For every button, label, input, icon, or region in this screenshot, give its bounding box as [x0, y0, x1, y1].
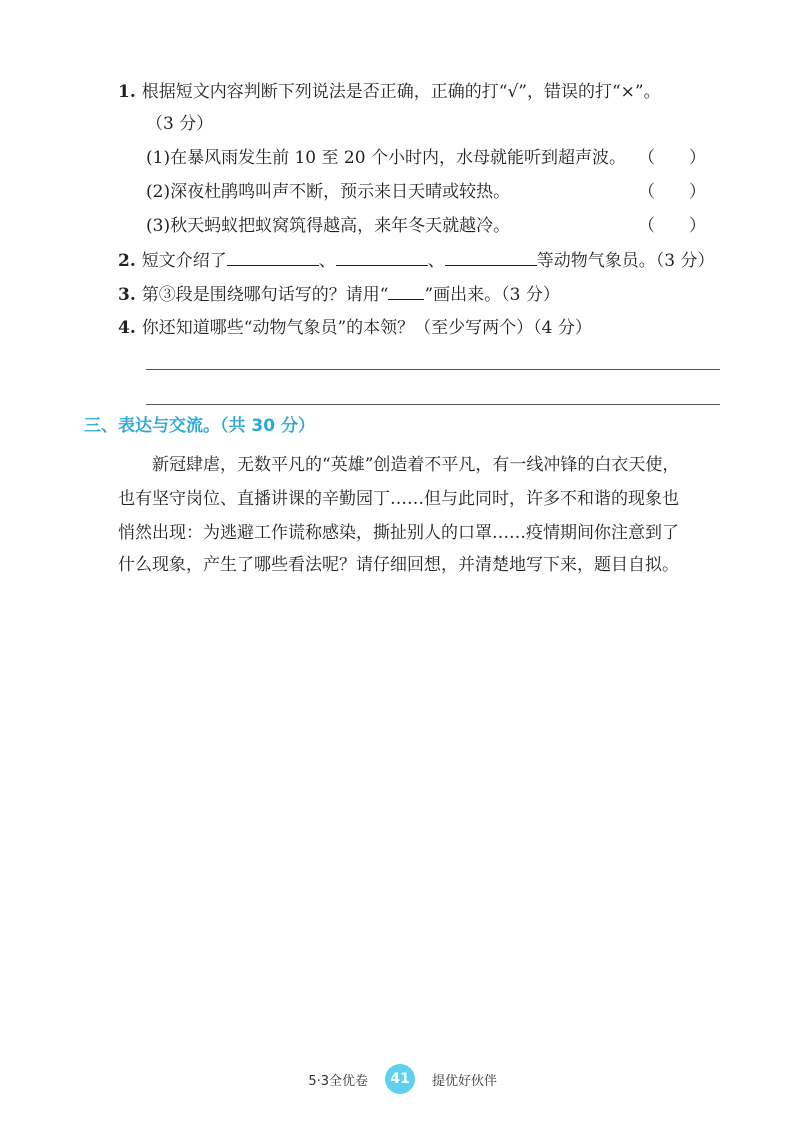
page-number-badge: 41: [385, 1064, 415, 1094]
question-text: 等动物气象员。（3 分）: [536, 251, 715, 271]
page-footer: [0, 1064, 800, 1094]
answer-blank[interactable]: [445, 247, 537, 266]
question-number: 3.: [118, 285, 136, 305]
prompt-paragraph-line: 也有坚守岗位、直播讲课的辛勤园丁……但与此同时，许多不和谐的现象也: [118, 489, 679, 509]
question-4: [118, 315, 592, 341]
question-number: 4.: [118, 318, 136, 338]
answer-line[interactable]: [146, 404, 720, 405]
question-text: 短文介绍了: [141, 251, 227, 271]
prompt-paragraph-line: 悄然出现：为逃避工作谎称感染，撕扯别人的口罩……疫情期间你注意到了: [118, 523, 679, 543]
judgement-item-3: (3)秋天蚂蚁把蚁窝筑得越高，来年冬天就越冷。: [146, 216, 511, 236]
underline-mark: [388, 281, 424, 300]
section-heading: 三、表达与交流。（共 30 分）: [84, 416, 315, 436]
answer-parentheses[interactable]: （ ）: [638, 148, 706, 168]
footer-slogan: 提优好伙伴: [432, 1074, 498, 1089]
judgement-item-1: (1)在暴风雨发生前 10 至 20 个小时内，水母就能听到超声波。: [146, 148, 626, 168]
question-text: 第③段是围绕哪句话写的？请用“: [141, 285, 389, 305]
separator: 、: [427, 251, 445, 271]
question-text: 根据短文内容判断下列说法是否正确，正确的打“√”，错误的打“×”。: [141, 82, 661, 102]
question-number: 1.: [118, 82, 136, 102]
answer-blank[interactable]: [227, 247, 319, 266]
judgement-item-2: (2)深夜杜鹃鸣叫声不断，预示来日天晴或较热。: [146, 182, 511, 202]
question-1: [118, 79, 661, 105]
footer-brand: 5·3全优卷: [308, 1074, 368, 1089]
prompt-paragraph-line: 什么现象，产生了哪些看法呢？请仔细回想，并清楚地写下来，题目自拟。: [118, 555, 679, 575]
answer-parentheses[interactable]: （ ）: [638, 216, 706, 236]
question-2: [118, 247, 714, 274]
answer-parentheses[interactable]: （ ）: [638, 182, 706, 202]
question-text: 你还知道哪些“动物气象员”的本领？（至少写两个）（4 分）: [141, 318, 592, 338]
question-number: 2.: [118, 251, 136, 271]
prompt-paragraph-line: 新冠肆虐，无数平凡的“英雄”创造着不平凡，有一线冲锋的白衣天使，: [152, 455, 680, 475]
separator: 、: [318, 251, 336, 271]
question-1-score: （3 分）: [146, 114, 214, 134]
answer-line[interactable]: [146, 369, 720, 370]
answer-blank[interactable]: [336, 247, 428, 266]
question-text: ”画出来。（3 分）: [424, 285, 560, 305]
question-3: [118, 281, 560, 308]
